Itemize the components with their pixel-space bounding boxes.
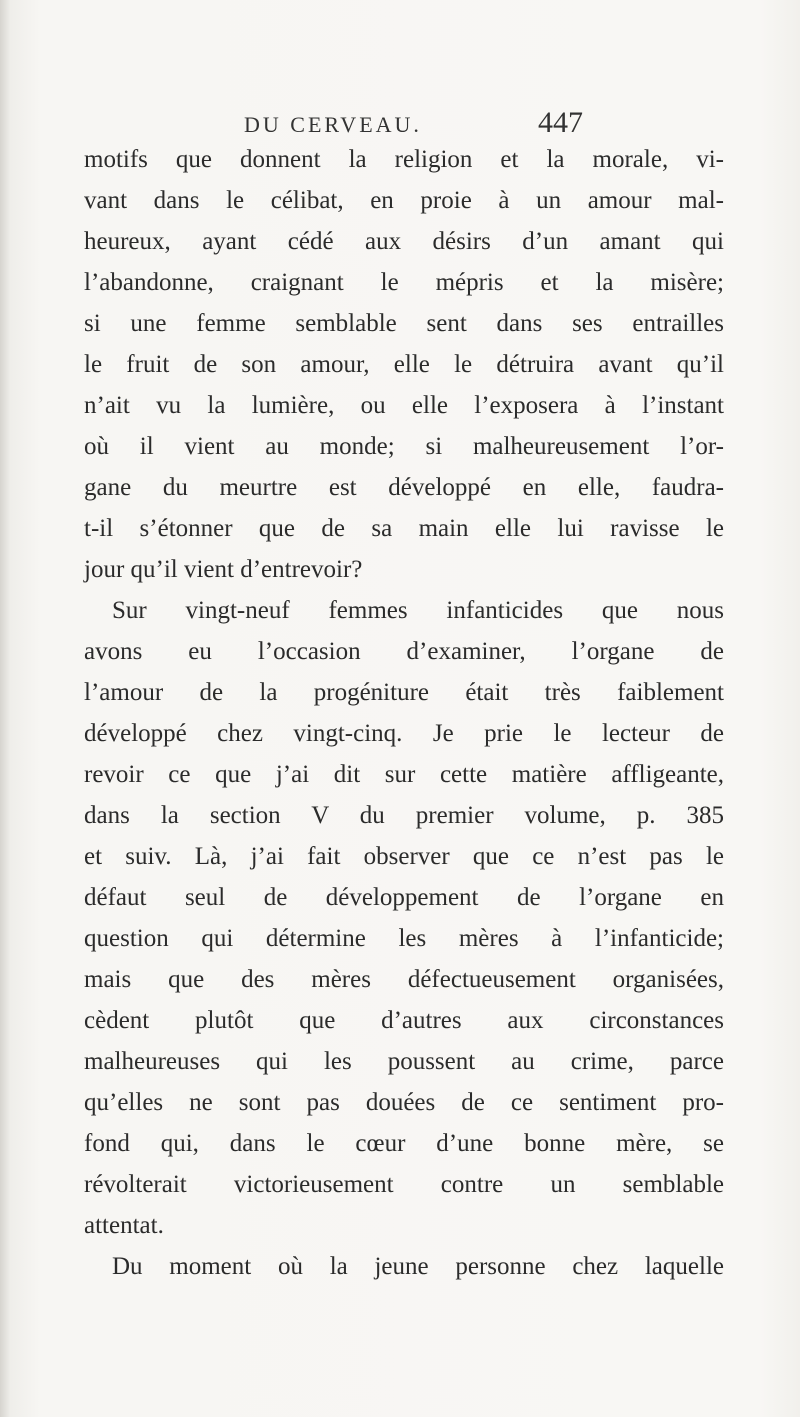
text-line: gane du meurtre est développé en elle, faudra- xyxy=(84,474,724,501)
text-line: et suiv. Là, j’ai fait observer que ce n’est pas le xyxy=(84,843,724,870)
running-title: DU CERVEAU. xyxy=(244,112,422,137)
text-line: révolterait victorieusement contre un semblable xyxy=(84,1171,724,1198)
page-number: 447 xyxy=(538,106,583,139)
text-line: avons eu l’occasion d’examiner, l’organe de xyxy=(84,638,724,665)
text-line: malheureuses qui les poussent au crime, parce xyxy=(84,1048,724,1075)
text-line: revoir ce que j’ai dit sur cette matière affligeante, xyxy=(84,761,724,788)
text-line: développé chez vingt-cinq. Je prie le lecteur de xyxy=(84,720,724,747)
text-line: l’abandonne, craignant le mépris et la misère; xyxy=(84,269,724,296)
text-line: Du moment où la jeune personne chez laquelle xyxy=(112,1253,724,1280)
text-line: fond qui, dans le cœur d’une bonne mère, se xyxy=(84,1130,724,1157)
text-line: n’ait vu la lumière, ou elle l’exposera à l’instant xyxy=(84,392,724,419)
text-line: le fruit de son amour, elle le détruira avant qu’il xyxy=(84,351,724,378)
page-gutter-shadow xyxy=(0,0,10,1417)
text-line: jour qu’il vient d’entrevoir? xyxy=(84,556,363,583)
text-line: t-il s’étonner que de sa main elle lui ravisse le xyxy=(84,515,724,542)
text-line: mais que des mères défectueusement organisées, xyxy=(84,966,724,993)
text-line: heureux, ayant cédé aux désirs d’un amant qui xyxy=(84,228,724,255)
text-line: où il vient au monde; si malheureusement l’or- xyxy=(84,433,724,460)
text-line: l’amour de la progéniture était très faiblement xyxy=(84,679,724,706)
text-line: vant dans le célibat, en proie à un amour mal- xyxy=(84,187,724,214)
text-line: qu’elles ne sont pas douées de ce sentiment pro- xyxy=(84,1089,724,1116)
text-line: dans la section V du premier volume, p. 385 xyxy=(84,802,724,829)
text-line: motifs que donnent la religion et la morale, vi- xyxy=(84,146,724,173)
text-line: attentat. xyxy=(84,1212,164,1239)
text-line: cèdent plutôt que d’autres aux circonstances xyxy=(84,1007,724,1034)
text-line: défaut seul de développement de l’organe en xyxy=(84,884,724,911)
text-line: question qui détermine les mères à l’infanticide; xyxy=(84,925,724,952)
text-line: Sur vingt-neuf femmes infanticides que nous xyxy=(112,597,724,624)
text-line: si une femme semblable sent dans ses entrailles xyxy=(84,310,724,337)
